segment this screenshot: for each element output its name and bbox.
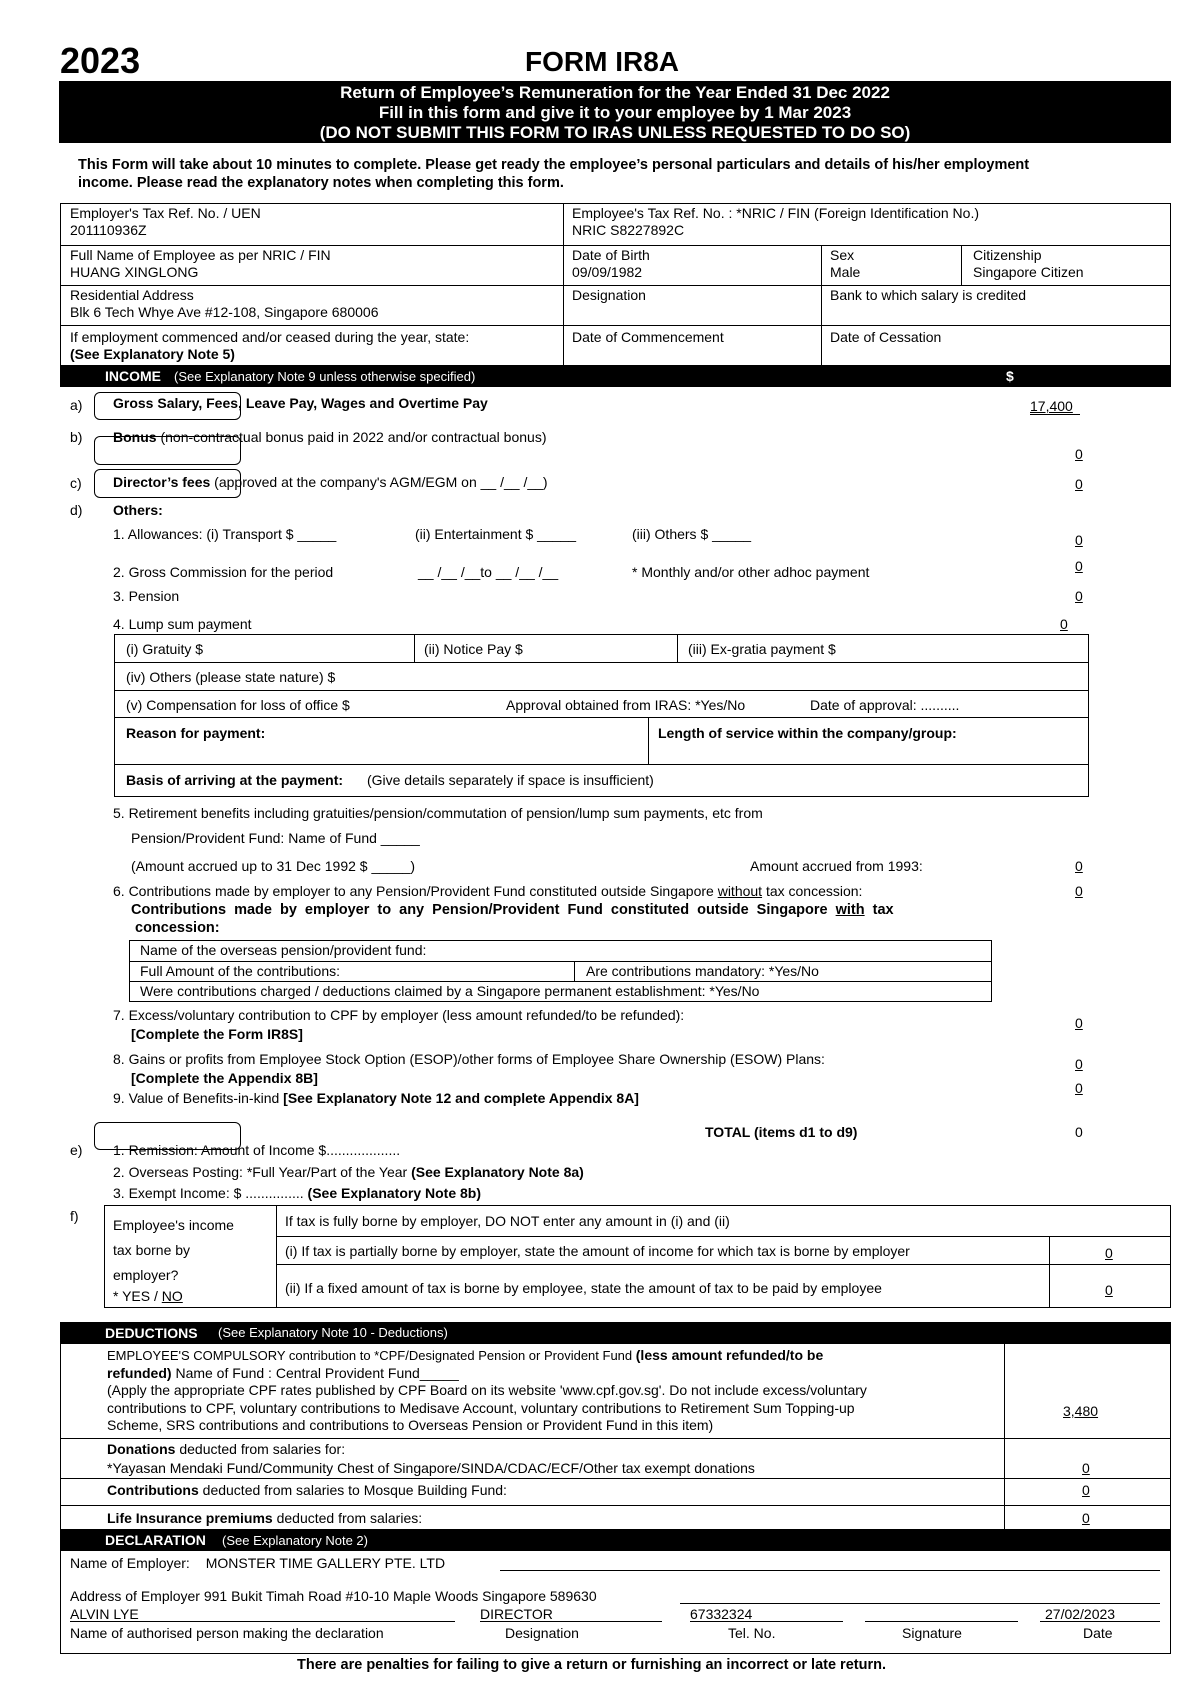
citizenship <box>973 247 1084 281</box>
d1-amount[interactable]: 0 <box>1075 532 1083 548</box>
donations-rest: deducted from salaries for: <box>175 1441 346 1457</box>
d6-bold-pre: Contributions made by employer to any Pension/Provident Fund constituted outside Singapore <box>131 902 836 918</box>
cpf-line-1 <box>107 1347 867 1365</box>
cpf-line-1-bold: (less amount refunded/to be <box>635 1347 824 1363</box>
commencement-field[interactable] <box>572 329 724 346</box>
income-heading: INCOME <box>105 368 161 384</box>
signature-label: Signature <box>902 1625 962 1641</box>
deductions-heading-note: (See Explanatory Note 10 - Deductions) <box>218 1325 448 1340</box>
d3-label: 3. Pension <box>113 588 180 604</box>
d2-label: 2. Gross Commission for the period <box>113 564 334 580</box>
d2-amount[interactable]: 0 <box>1075 558 1083 574</box>
designation-label: Designation <box>572 287 646 303</box>
f-q2: tax borne by <box>113 1242 191 1258</box>
d9-note: [See Explanatory Note 12 and complete Appendix 8A] <box>283 1090 639 1106</box>
e2-overseas-posting <box>113 1164 584 1180</box>
d6-amount[interactable]: 0 <box>1075 883 1083 899</box>
item-c-label: Director’s fees <box>113 474 211 490</box>
intro-line-1: This Form will take about 10 minutes to complete. Please get ready the employee’s personal particulars and details of his/her employment <box>78 157 1030 173</box>
overseas-mandatory[interactable]: Are contributions mandatory: *Yes/No <box>586 963 819 979</box>
lump-ex-gratia[interactable]: (iii) Ex-gratia payment $ <box>688 641 836 657</box>
f-row-2: (ii) If a fixed amount of tax is borne by employee, state the amount of tax to be paid by employee <box>285 1280 882 1296</box>
tel-value[interactable]: 67332324 <box>690 1606 753 1622</box>
d6-bold-post: tax <box>864 902 894 918</box>
f-q4-no: NO <box>161 1288 183 1304</box>
d6-line-1-pre: 6. Contributions made by employer to any Pension/Provident Fund constituted outside Singapore <box>113 883 718 899</box>
e3-note: (See Explanatory Note 8b) <box>307 1185 482 1201</box>
f-q4[interactable] <box>113 1288 234 1305</box>
item-c-letter: c) <box>70 475 82 491</box>
sex <box>830 247 860 281</box>
item-d-letter: d) <box>70 502 83 518</box>
cessation-field[interactable] <box>830 329 941 346</box>
tax-borne-question <box>113 1213 234 1305</box>
authorised-person-value[interactable]: ALVIN LYE <box>70 1606 139 1622</box>
cpf-line-5: Scheme, SRS contributions and contributions to Overseas Pension or Provident Fund in this item) <box>107 1417 714 1433</box>
date-label: Date <box>1083 1625 1113 1641</box>
d7-amount[interactable]: 0 <box>1075 1015 1083 1031</box>
citizenship-value[interactable]: Singapore Citizen <box>973 264 1084 280</box>
d8-amount[interactable]: 0 <box>1075 1056 1083 1072</box>
d9-label: 9. Value of Benefits-in-kind <box>113 1090 284 1106</box>
item-c-amount[interactable]: 0 <box>1075 476 1083 492</box>
overseas-charged[interactable]: Were contributions charged / deductions claimed by a Singapore permanent establishment: *Yes/No <box>140 983 760 999</box>
cpf-line-2 <box>107 1365 867 1383</box>
employer-name-label: Name of Employer: <box>70 1555 190 1571</box>
life-rest: deducted from salaries: <box>272 1510 423 1526</box>
cessation-label: Date of Cessation <box>830 329 942 345</box>
cpf-line-2-rest: Name of Fund : Central Provident Fund_____ <box>171 1364 459 1381</box>
banner-line-3: (DO NOT SUBMIT THIS FORM TO IRAS UNLESS REQUESTED TO DO SO) <box>319 123 911 142</box>
authorised-person-label: Name of authorised person making the declaration <box>70 1625 384 1641</box>
life-amount[interactable]: 0 <box>1082 1510 1090 1526</box>
intro-line-2: income. Please read the explanatory notes when completing this form. <box>78 175 564 191</box>
mosque-rest: deducted from salaries to Mosque Building Fund: <box>198 1482 507 1498</box>
item-a-label: Gross Salary, Fees, Leave Pay, Wages and Overtime Pay <box>113 395 488 411</box>
income-currency: $ <box>1006 368 1014 384</box>
total-amount[interactable]: 0 <box>1075 1124 1083 1140</box>
lump-approval: Approval obtained from IRAS: *Yes/No <box>506 697 746 713</box>
cpf-amount[interactable]: 3,480 <box>1063 1403 1099 1419</box>
mosque-amount[interactable]: 0 <box>1082 1482 1090 1498</box>
sex-label: Sex <box>830 247 855 263</box>
lump-basis-label: Basis of arriving at the payment: <box>126 772 344 788</box>
cpf-line-2-bold: refunded) <box>107 1364 172 1381</box>
declaration-header <box>60 1530 1171 1551</box>
lump-notice-pay[interactable]: (ii) Notice Pay $ <box>424 641 523 657</box>
f-q1: Employee's income <box>113 1217 234 1233</box>
d9-amount[interactable]: 0 <box>1075 1080 1083 1096</box>
d5-line-2: Pension/Provident Fund: Name of Fund _____ <box>131 830 420 846</box>
employee-tax-ref-value[interactable]: NRIC S8227892C <box>572 222 685 238</box>
donations-bold: Donations <box>107 1441 176 1457</box>
lump-basis-note: (Give details separately if space is insufficient) <box>366 772 654 788</box>
lump-length-of-service[interactable]: Length of service within the company/group: <box>658 725 957 741</box>
d2-period: __ /__ /__to __ /__ /__ <box>418 564 559 580</box>
lump-others[interactable]: (iv) Others (please state nature) $ <box>126 669 336 685</box>
commenced-label: If employment commenced and/or ceased during the year, state: <box>70 329 470 345</box>
tel-label: Tel. No. <box>728 1625 776 1641</box>
declaration-heading: DECLARATION <box>105 1532 206 1548</box>
full-name <box>70 247 331 281</box>
title-banner <box>59 81 1171 143</box>
designation-label-decl: Designation <box>505 1625 579 1641</box>
deductions-header <box>60 1322 1171 1344</box>
d7-label: 7. Excess/voluntary contribution to CPF by employer (less amount refunded/to be refunded): <box>113 1007 685 1023</box>
address-value[interactable]: Blk 6 Tech Whye Ave #12-108, Singapore 680006 <box>70 304 379 320</box>
dob-value[interactable]: 09/09/1982 <box>572 264 643 280</box>
employee-tax-ref <box>572 205 979 239</box>
bank-label: Bank to which salary is credited <box>830 287 1027 303</box>
banner-line-1: Return of Employee’s Remuneration for the Year Ended 31 Dec 2022 <box>340 83 890 102</box>
overseas-full-amount[interactable]: Full Amount of the contributions: <box>140 963 340 979</box>
e3-label: 3. Exempt Income: $ ............... <box>113 1185 308 1201</box>
d6-line-1-without: without <box>717 883 763 899</box>
cpf-line-4: contributions to CPF, voluntary contributions to Medisave Account, voluntary contributions to Retirement Sum Topping-up <box>107 1399 855 1416</box>
e3-exempt-income <box>113 1185 481 1201</box>
address-label: Residential Address <box>70 287 194 303</box>
designation-field[interactable] <box>572 287 646 304</box>
d5-accrued-label: Amount accrued from 1993: <box>750 858 923 874</box>
f-row-1: (i) If tax is partially borne by employer, state the amount of income for which tax is borne by employer <box>285 1243 910 1259</box>
d1-others: (iii) Others $ _____ <box>632 526 752 542</box>
d6-line-1 <box>113 883 862 899</box>
d3-amount[interactable]: 0 <box>1075 588 1083 604</box>
cpf-line-1-pre: EMPLOYEE'S COMPULSORY contribution to *CPF/Designated Pension or Provident Fund <box>107 1348 636 1363</box>
item-d-label: Others: <box>113 502 163 518</box>
d4-label: 4. Lump sum payment <box>113 616 252 632</box>
d5-amount[interactable]: 0 <box>1075 858 1083 874</box>
d2-note: * Monthly and/or other adhoc payment <box>632 564 870 580</box>
d1-allowances: 1. Allowances: (i) Transport $ _____ <box>113 526 337 542</box>
employee-tax-ref-label: Employee's Tax Ref. No. : *NRIC / FIN (Foreign Identification No.) <box>572 205 980 221</box>
d5-line-1: 5. Retirement benefits including gratuities/pension/commutation of pension/lump sum payments, etc from <box>113 805 763 821</box>
employer-address[interactable]: Address of Employer 991 Bukit Timah Road #10-10 Maple Woods Singapore 589630 <box>70 1588 597 1604</box>
lump-gratuity[interactable]: (i) Gratuity $ <box>126 641 204 657</box>
cpf-line-3: (Apply the appropriate CPF rates published by CPF Board on its website 'www.cpf.gov.sg'. Do not include excess/voluntary <box>107 1382 867 1398</box>
d9-line <box>113 1090 639 1106</box>
d8-label: 8. Gains or profits from Employee Stock Option (ESOP)/other forms of Employee Share Ownership (ESOW) Plans: <box>113 1051 825 1067</box>
banner-line-2: Fill in this form and give it to your employee by 1 Mar 2023 <box>378 103 852 122</box>
f-row-2-amount[interactable]: 0 <box>1105 1282 1113 1298</box>
item-a-amount[interactable]: 17,400 <box>1030 398 1073 414</box>
employer-tax-ref-label: Employer's Tax Ref. No. / UEN <box>70 205 261 221</box>
commenced-note: (See Explanatory Note 5) <box>70 346 235 362</box>
form-title: FORM IR8A <box>525 46 679 77</box>
item-a-letter: a) <box>70 397 83 413</box>
lump-compensation[interactable]: (v) Compensation for loss of office $ <box>126 697 350 713</box>
mosque-bold: Contributions <box>107 1482 199 1498</box>
lump-reason[interactable]: Reason for payment: <box>126 725 266 741</box>
form-year: 2023 <box>60 40 141 81</box>
f-row-1-amount[interactable]: 0 <box>1105 1245 1113 1261</box>
employer-tax-ref <box>70 205 261 239</box>
d5-line-3: (Amount accrued up to 31 Dec 1992 $ _____) <box>131 858 416 874</box>
d4-amount[interactable]: 0 <box>1060 616 1068 632</box>
lump-basis[interactable] <box>126 772 654 788</box>
dob-label: Date of Birth <box>572 247 650 263</box>
e2-label: 2. Overseas Posting: *Full Year/Part of the Year <box>113 1164 412 1180</box>
d7-note: [Complete the Form IR8S] <box>131 1026 303 1042</box>
bank-field[interactable] <box>830 287 1026 304</box>
e2-note: (See Explanatory Note 8a) <box>411 1164 584 1180</box>
f-row-0: If tax is fully borne by employer, DO NOT enter any amount in (i) and (ii) <box>285 1213 730 1229</box>
item-f-letter: f) <box>70 1208 79 1224</box>
d1-entertainment: (ii) Entertainment $ _____ <box>415 526 577 542</box>
e1-remission: 1. Remission: Amount of Income $................... <box>113 1142 401 1158</box>
d6-bold-with: with <box>835 902 865 918</box>
item-c-text <box>113 474 548 490</box>
donations-line-2: *Yayasan Mendaki Fund/Community Chest of Singapore/SINDA/CDAC/ECF/Other tax exempt donations <box>107 1460 755 1476</box>
f-q3: employer? <box>113 1267 179 1283</box>
income-header <box>60 366 1171 387</box>
item-b-letter: b) <box>70 429 83 445</box>
overseas-fund-name[interactable]: Name of the overseas pension/provident fund: <box>140 942 427 958</box>
lump-date-approval: Date of approval: .......... <box>810 697 960 713</box>
income-heading-note: (See Explanatory Note 9 unless otherwise specified) <box>174 369 476 384</box>
residential-address <box>70 287 378 321</box>
item-e-letter: e) <box>70 1142 83 1158</box>
item-b-amount[interactable]: 0 <box>1075 446 1083 462</box>
d6-line-1-post: tax concession: <box>762 883 863 899</box>
employer-name-value[interactable]: MONSTER TIME GALLERY PTE. LTD <box>205 1555 446 1571</box>
cpf-contribution <box>107 1347 867 1435</box>
employment-period <box>70 329 469 363</box>
designation-value[interactable]: DIRECTOR <box>480 1606 553 1622</box>
commencement-label: Date of Commencement <box>572 329 724 345</box>
mosque-fund <box>107 1482 507 1498</box>
deductions-heading: DEDUCTIONS <box>105 1325 198 1341</box>
donations-amount[interactable]: 0 <box>1082 1460 1090 1476</box>
d6-bold-line-2: concession: <box>135 920 220 936</box>
penalties-footer: There are penalties for failing to give a return or furnishing an incorrect or late return. <box>297 1657 886 1673</box>
d6-bold-line <box>131 902 894 918</box>
donations <box>107 1440 755 1478</box>
date-of-birth <box>572 247 650 281</box>
life-bold: Life Insurance premiums <box>107 1510 273 1526</box>
item-c-note: (approved at the company's AGM/EGM on __ /__ /__) <box>214 474 548 490</box>
employer-tax-ref-value[interactable]: 201110936Z <box>70 222 147 238</box>
item-b-label: Bonus <box>113 429 157 445</box>
sex-value[interactable]: Male <box>830 264 861 280</box>
item-b-note: (non-contractual bonus paid in 2022 and/or contractual bonus) <box>160 429 547 445</box>
life-insurance <box>107 1510 422 1526</box>
total-label: TOTAL (items d1 to d9) <box>705 1124 858 1140</box>
date-value[interactable]: 27/02/2023 <box>1045 1606 1116 1622</box>
full-name-label: Full Name of Employee as per NRIC / FIN <box>70 247 331 263</box>
item-b-text <box>113 429 547 445</box>
d8-note: [Complete the Appendix 8B] <box>131 1070 318 1086</box>
full-name-value[interactable]: HUANG XINGLONG <box>70 264 199 280</box>
declaration-heading-note: (See Explanatory Note 2) <box>222 1533 368 1548</box>
citizenship-label: Citizenship <box>973 247 1042 263</box>
employer-name-row <box>70 1555 445 1571</box>
f-q4-yes: * YES / <box>113 1288 162 1304</box>
